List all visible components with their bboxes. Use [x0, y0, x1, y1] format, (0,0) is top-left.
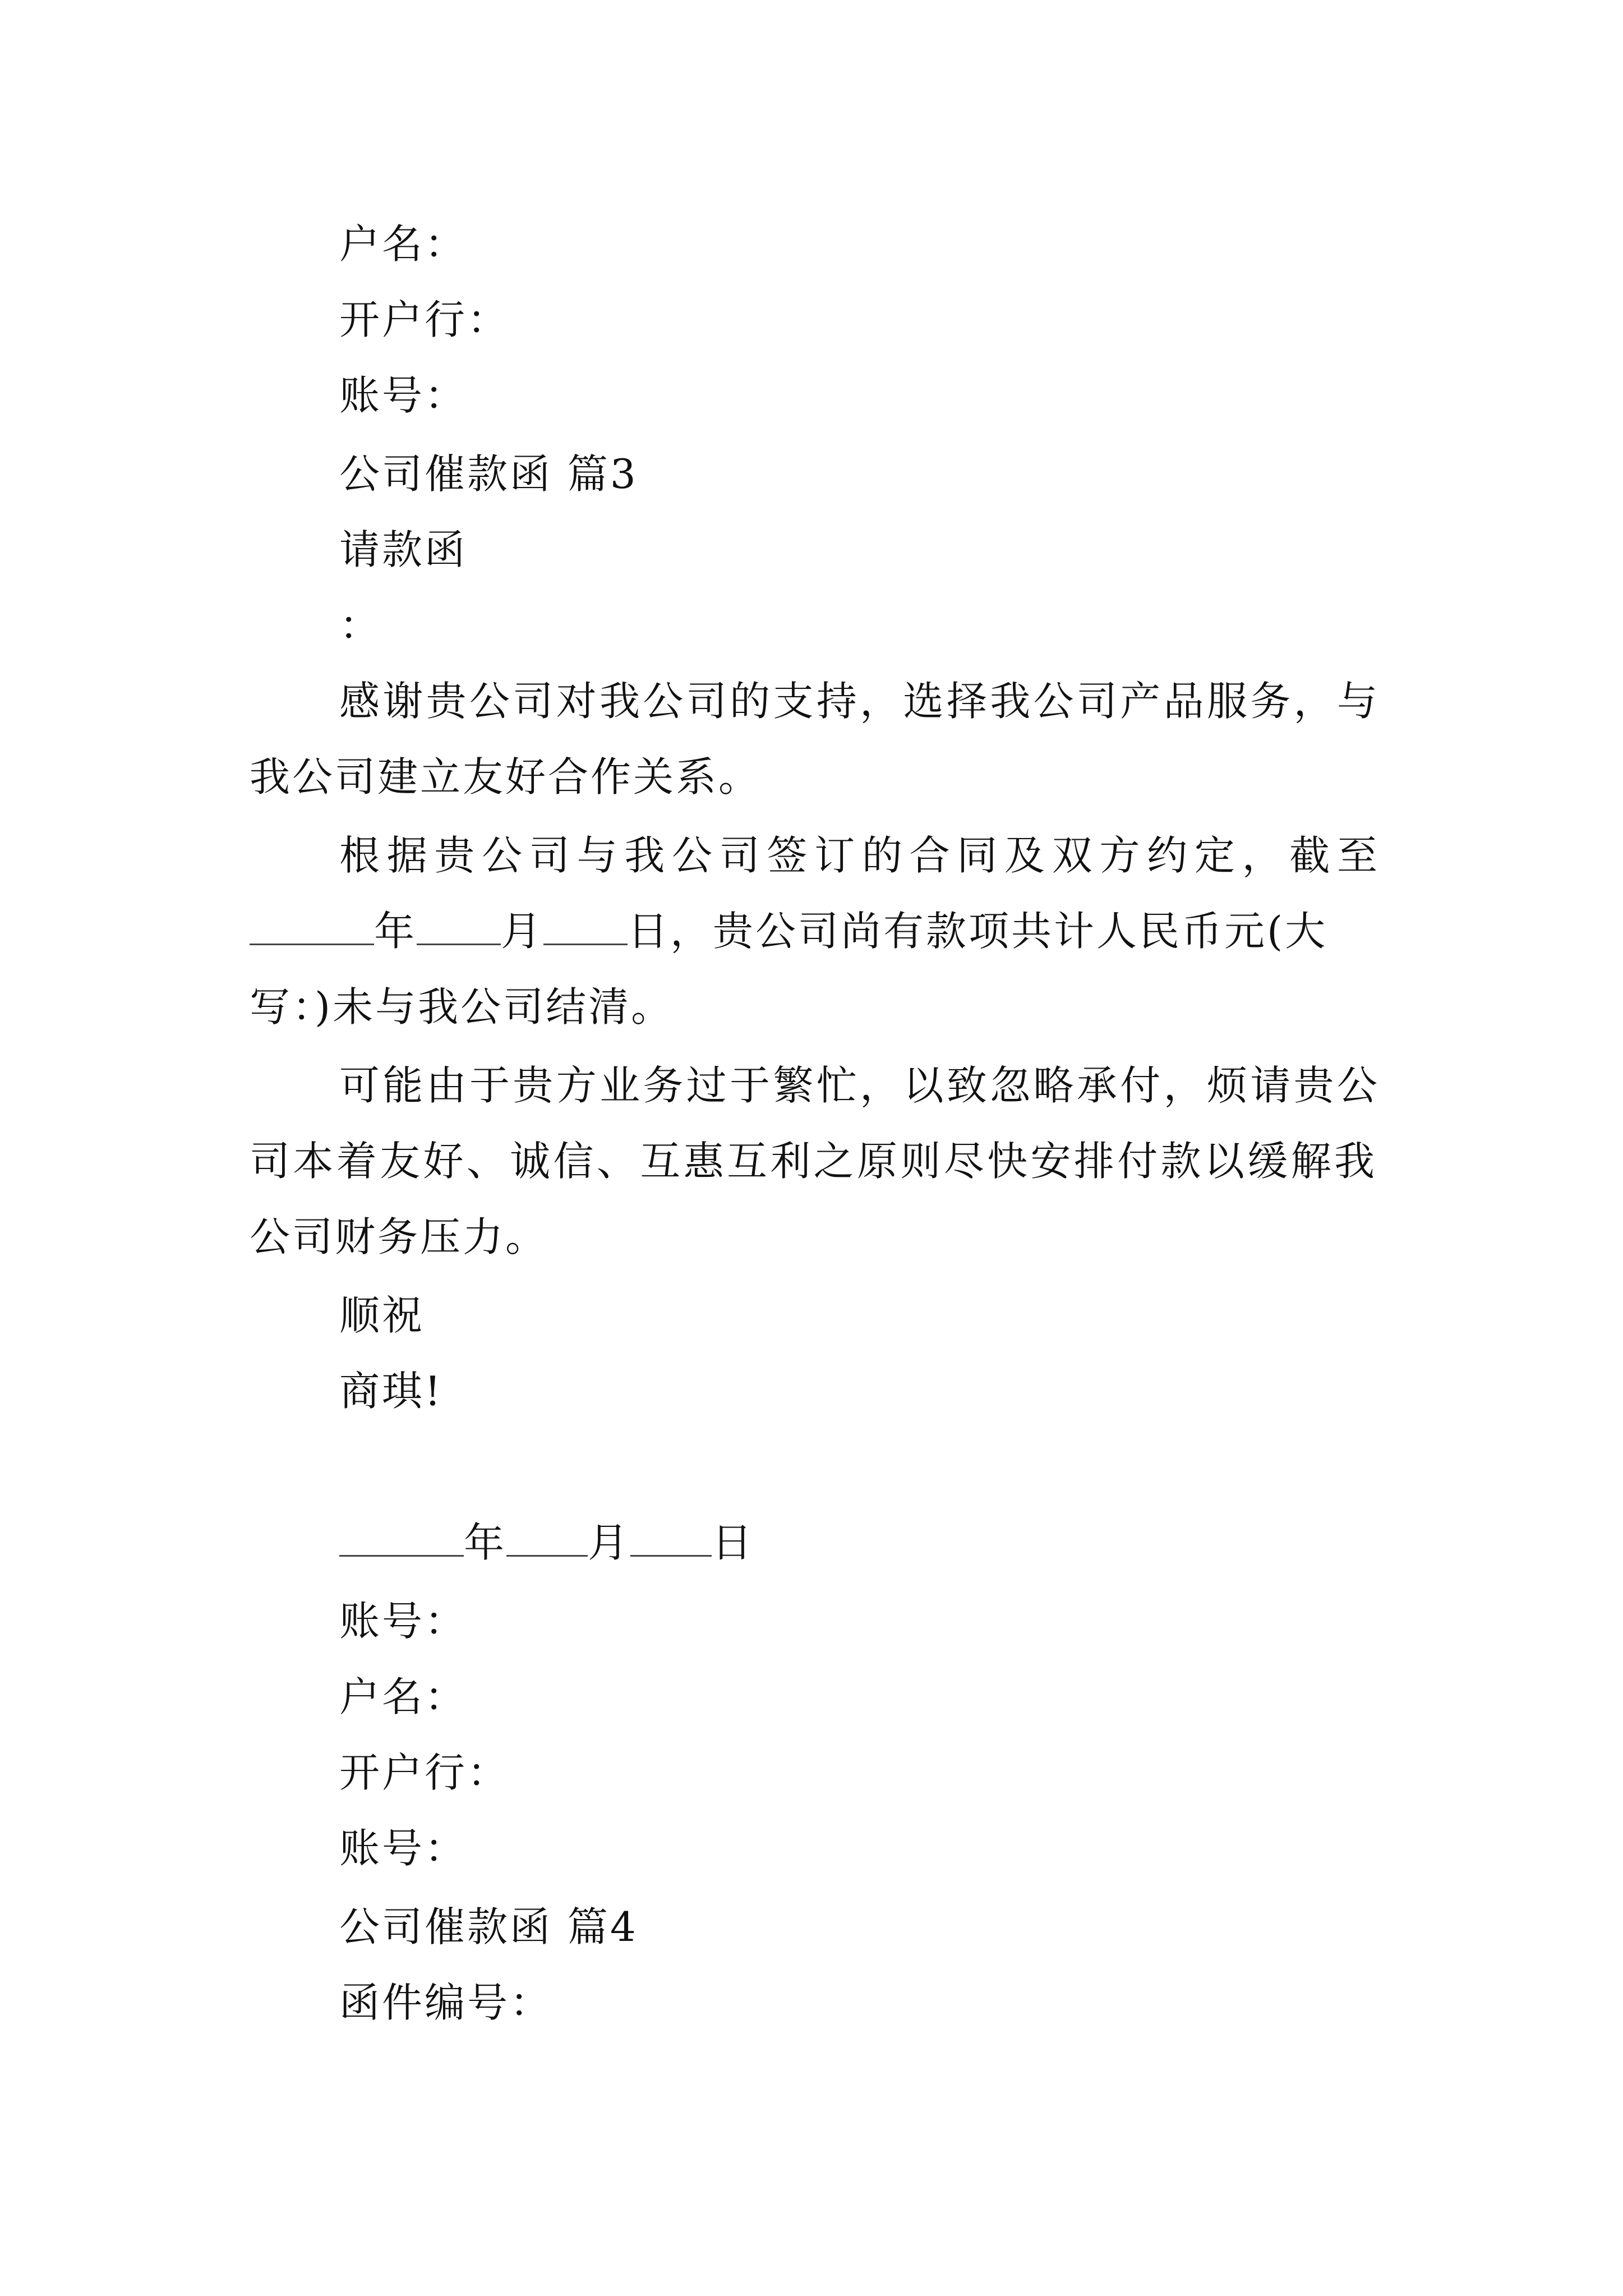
bank-line: 开户行： — [339, 296, 510, 343]
paragraph-contract-line-1: 根据贵公司与我公司签订的合同及双方约定，截至 — [339, 832, 1380, 879]
letter-number-line: 函件编号： — [339, 1979, 553, 2026]
paragraph-contract-line-2 — [250, 903, 1327, 959]
paragraph-contract-line-3: 写：)未与我公司结清。 — [250, 983, 674, 1030]
account-name-line-2: 户名： — [339, 1673, 468, 1720]
date-day-label: 日 — [712, 1519, 755, 1566]
account-number-line-3: 账号： — [339, 1825, 468, 1872]
date-month-blank — [506, 1521, 588, 1557]
date-year-blank — [339, 1521, 464, 1557]
paragraph-thanks-line-1: 感谢贵公司对我公司的支持，选择我公司产品服务，与 — [339, 678, 1380, 725]
section-heading-3: 公司催款函 篇3 — [339, 450, 638, 498]
month-label: 月 — [501, 908, 544, 955]
contract-line-2-text: 日，贵公司尚有款项共计人民币元(大 — [628, 908, 1328, 955]
account-name-line: 户名： — [339, 220, 468, 268]
day-blank — [543, 910, 628, 945]
salutation-line: ： — [339, 602, 382, 649]
year-blank — [250, 910, 374, 945]
date-line — [339, 1515, 754, 1571]
date-day-blank — [630, 1521, 712, 1557]
paragraph-request-line-2: 司本着友好、诚信、互惠互利之原则尽快安排付款以缓解我 — [250, 1138, 1377, 1185]
year-label: 年 — [374, 908, 417, 955]
date-year-label: 年 — [464, 1519, 507, 1566]
closing-line-1: 顺祝 — [339, 1292, 425, 1339]
bank-line-2: 开户行： — [339, 1749, 510, 1796]
month-blank — [417, 910, 501, 945]
section-heading-4: 公司催款函 篇4 — [339, 1903, 638, 1950]
account-number-line: 账号： — [339, 372, 468, 419]
paragraph-request-line-1: 可能由于贵方业务过于繁忙，以致忽略承付，烦请贵公 — [339, 1062, 1380, 1109]
account-number-line-2: 账号： — [339, 1598, 468, 1645]
letter-title: 请款函 — [339, 526, 468, 573]
paragraph-thanks-line-2: 我公司建立友好合作关系。 — [250, 753, 762, 800]
closing-line-2: 商琪! — [339, 1368, 443, 1415]
paragraph-request-line-3: 公司财务压力。 — [250, 1213, 548, 1260]
date-month-label: 月 — [588, 1519, 631, 1566]
